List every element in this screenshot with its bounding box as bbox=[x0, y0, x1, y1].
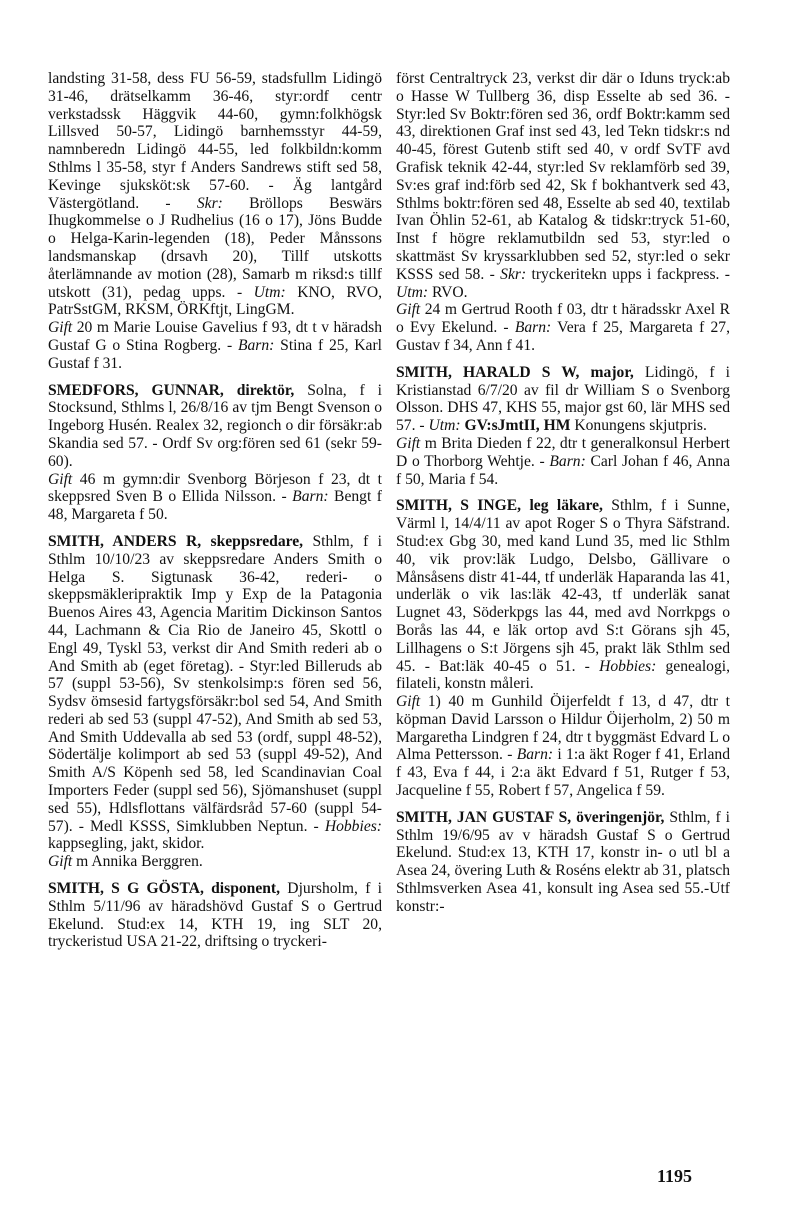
entry-continued-from-previous-page bbox=[48, 70, 382, 373]
entry-text: Lidingö, f i Kristianstad 6/7/20 av fil dr William S o Svenborg Olsson. DHS 47, KHS 55, major gst 60, lär MHS sed 57. - bbox=[396, 363, 730, 435]
hobbies-label: Hobbies: bbox=[599, 657, 657, 675]
skr-label: Skr: bbox=[196, 194, 223, 212]
utm-label: Utm: bbox=[253, 283, 286, 301]
entry-text: Vera f 25, Margareta f 27, Gustav f 34, Ann f 41. bbox=[396, 319, 730, 354]
entry-text: Djursholm, f i Sthlm 5/11/96 av häradshövd Gustaf S o Gertrud Ekelund. Stud:ex 14, KTH 19, ing SLT 20, tryckeristud USA 21-22, driftsing o tryckeri- bbox=[48, 880, 382, 951]
barn-label: Barn: bbox=[516, 746, 554, 764]
entry-heading: SMITH, HARALD S W, major, bbox=[396, 363, 634, 381]
entry-heading: SMITH, ANDERS R, skeppsredare, bbox=[48, 532, 304, 550]
entry-text: RVO. bbox=[428, 283, 468, 301]
barn-label: Barn: bbox=[549, 452, 586, 470]
entry-text: KNO, RVO, PatrSstGM, RKSM, ÖRKftjt, LingGM. bbox=[48, 283, 382, 319]
entry-text: Sthlm, f i Sthlm 19/6/95 av v häradsh Gustaf S o Gertrud Ekelund. Stud:ex 13, KTH 17, konstr in- o utl bl a Asea 24, övering Luth & Roséns elektr ab 31, platsch Sthlmsverken Asea 41, konsult ing Asea sed 55.-Utf konstr:- bbox=[396, 808, 730, 915]
entry-text: Carl Johan f 46, Anna f 50, Maria f 54. bbox=[396, 452, 730, 488]
entry-smith-inge bbox=[396, 497, 730, 800]
entry-text: i 1:a äkt Roger f 41, Erland f 43, Eva f 44, i 2:a äkt Edvard f 51, Rutger f 53, Jacqueline f 55, Robert f 57, Angelica f 59. bbox=[396, 746, 730, 800]
page-number: 1195 bbox=[657, 1166, 693, 1186]
entry-text: Bengt f 48, Margareta f 50. bbox=[48, 488, 382, 524]
entry-text: Konungens skjutpris. bbox=[570, 417, 707, 435]
entry-text: 1) 40 m Gunhild Öijerfeldt f 13, d 47, dtr t köpman David Larsson o Hildur Öijerholm, 2) 50 m Margaretha Lindgren f 24, dtr t byggmäst Edvard L o Alma Pettersson. - bbox=[396, 693, 730, 764]
entry-text: Sthlm, f i Sthlm 10/10/23 av skeppsredare Anders Smith o Helga S. Sigtunask 36-42, rederi- o skeppsmäkleripraktik Imp y Exp de la Patagonia Buenos Aires 43, Agencia Maritim Dickinson Santos 44, Lachmann & Cia Rio de Janeiro 45, Skottl o Engl 49, Tyskl 53, verkst dir And Smith rederi ab o And Smith ab (eget företag). - Styr:led Billeruds ab 57 (suppl 53-56), Sv stenkolsimp:s fören sed 56, Sydsv ömsesid fartygsförsäkr:bol sed 54, And Smith rederi ab sed 53 (suppl 47-52), And Smith ab sed 53, And Smith Uddevalla ab sed 53 (ordf, suppl 48-52), Södertälje kolimport ab sed 53 (suppl 49-52), And Smith A/S Köpenh sed 58, led Scandinavian Coal Importers Feder (suppl sed 56), Sjömanshuset (suppl sed 55), Hdlsflottans välfärdsråd 57-60 (suppl 54-57). - Medl KSSS, Simklubben Neptun. - bbox=[48, 532, 382, 835]
entry-text: landsting 31-58, dess FU 56-59, stadsfullm Lidingö 31-46, drätselkamm 36-46, styr:ordf centr verkstadssk Häggvik 44-60, gymn:folkhögsk Lillsved 50-57, Lidingö barnhemsstyr 44-59, namnberedn Lidingö 44-55, led folkbildn:komm Sthlms l 35-58, styr f Anders Sandrews stift sed 58, Kevinge sjuksköt:sk 57-60. - Äg lantgård Västergötland. - bbox=[48, 70, 382, 212]
entry-text: m Annika Berggren. bbox=[72, 853, 203, 871]
entry-smith-gosta bbox=[48, 880, 382, 951]
entry-text: först Centraltryck 23, verkst dir där o Iduns tryck:ab o Hasse W Tullberg 36, disp Esselte ab sed 36. - Styr:led Sv Boktr:fören sed 36, ordf Boktr:kamm sed 43, direktionen Graf inst sed 43, led Tekn tidskr:s nd 40-45, förest Gutenb stift sed 40, v ordf SvTF avd Grafisk teknik 42-44, styr:led Sv reklamförb sed 39, Sv:es graf ind:förb sed 42, Sk f bokhantverk sed 43, Sthlms boktr:fören sed 48, Esselte ab sed 40, textilab Ivan Öhlin 52-61, ab Katalog & tidskr:tryck 51-60, Inst f högre reklamutbildn sed 53, styr:led o skattmäst Sv kryssarklubben sed 52, styr:led o sekr KSSS sed 58. - bbox=[396, 70, 730, 283]
gift-label: Gift bbox=[48, 470, 73, 488]
entry-heading: SMITH, S G GÖSTA, disponent, bbox=[48, 880, 281, 898]
entry-heading: SMITH, S INGE, leg läkare, bbox=[396, 497, 603, 515]
entry-smith-gosta-continued bbox=[396, 70, 730, 355]
entry-text: 24 m Gertrud Rooth f 03, dtr t häradsskr Axel R o Evy Ekelund. - bbox=[396, 301, 730, 337]
gift-label: Gift bbox=[48, 853, 73, 871]
utm-label: Utm: bbox=[396, 283, 429, 301]
gift-label: Gift bbox=[48, 319, 73, 337]
gift-label: Gift bbox=[396, 301, 421, 319]
gift-label: Gift bbox=[396, 693, 421, 711]
entry-text: 20 m Marie Louise Gavelius f 93, dt t v häradsh Gustaf G o Stina Rogberg. - bbox=[48, 319, 382, 354]
entry-smith-harald bbox=[396, 364, 730, 489]
entry-text: 46 m gymn:dir Svenborg Börjeson f 23, dt t skeppsred Sven B o Ellida Nilsson. - bbox=[48, 470, 382, 506]
entry-text: Bröllops Beswärs Ihugkommelse o J Rudhelius (16 o 17), Jöns Budde o Helga-Karin-legenden (18), Peder Månssons landsmanskap (drsavh 20), Tillf utskotts återlämnande av motion (28), Samarb m riksd:s tillf utskott (31), pedag upps. - bbox=[48, 194, 382, 301]
barn-label: Barn: bbox=[237, 336, 275, 354]
entry-smith-jan-gustaf bbox=[396, 809, 730, 916]
entry-text: Solna, f i Stocksund, Sthlms l, 26/8/16 av tjm Bengt Svenson o Ingeborg Husén. Realex 32, regionch o dir försäkr:ab Skandia sed 57. - Ordf Sv org:fören sed 61 (sekr 59-60). bbox=[48, 381, 382, 470]
hobbies-label: Hobbies: bbox=[324, 817, 382, 835]
utm-label: Utm: bbox=[428, 417, 461, 435]
entry-text: genealogi, filateli, konstn måleri. bbox=[396, 657, 730, 693]
right-column bbox=[396, 70, 730, 916]
entry-smith-anders bbox=[48, 533, 382, 871]
entry-text: tryckeritekn upps i fackpress. - bbox=[526, 265, 730, 283]
entry-text: m Brita Dieden f 22, dtr t generalkonsul Herbert D o Thorborg Wehtje. - bbox=[396, 434, 730, 470]
entry-smedfors-gunnar bbox=[48, 382, 382, 524]
utm-value: GV:sJmtII, HM bbox=[460, 417, 571, 435]
entry-text: Stina f 25, Karl Gustaf f 31. bbox=[48, 336, 383, 372]
entry-heading: SMEDFORS, GUNNAR, direktör, bbox=[48, 381, 295, 399]
barn-label: Barn: bbox=[292, 488, 329, 506]
left-column bbox=[48, 70, 382, 951]
entry-text: Sthlm, f i Sunne, Värml l, 14/4/11 av apot Roger S o Thyra Säfstrand. Stud:ex Gbg 30, med kand Lund 35, med lic Sthlm 40, vik prov:läk Ludgo, Delsbo, Gällivare o Månsåsens distr 41-44, tf underläk Haparanda las 41, underläk o vik las:läk 42-43, tf underläk sanat Lugnet 43, Söderkpgs las 44, med avd Norrkpgs o Borås las 44, e läk ortop avd S:t Görans sjh 45, Lillhagens o S:t Jörgens sjh 45, prakt läk Sthlm sed 45. - Bat:läk 40-45 o 51. - bbox=[396, 497, 730, 675]
barn-label: Barn: bbox=[514, 319, 552, 337]
skr-label: Skr: bbox=[500, 265, 527, 283]
entry-text: kappsegling, jakt, skidor. bbox=[48, 835, 205, 853]
entry-heading: SMITH, JAN GUSTAF S, överingenjör, bbox=[396, 808, 665, 826]
gift-label: Gift bbox=[396, 434, 421, 452]
